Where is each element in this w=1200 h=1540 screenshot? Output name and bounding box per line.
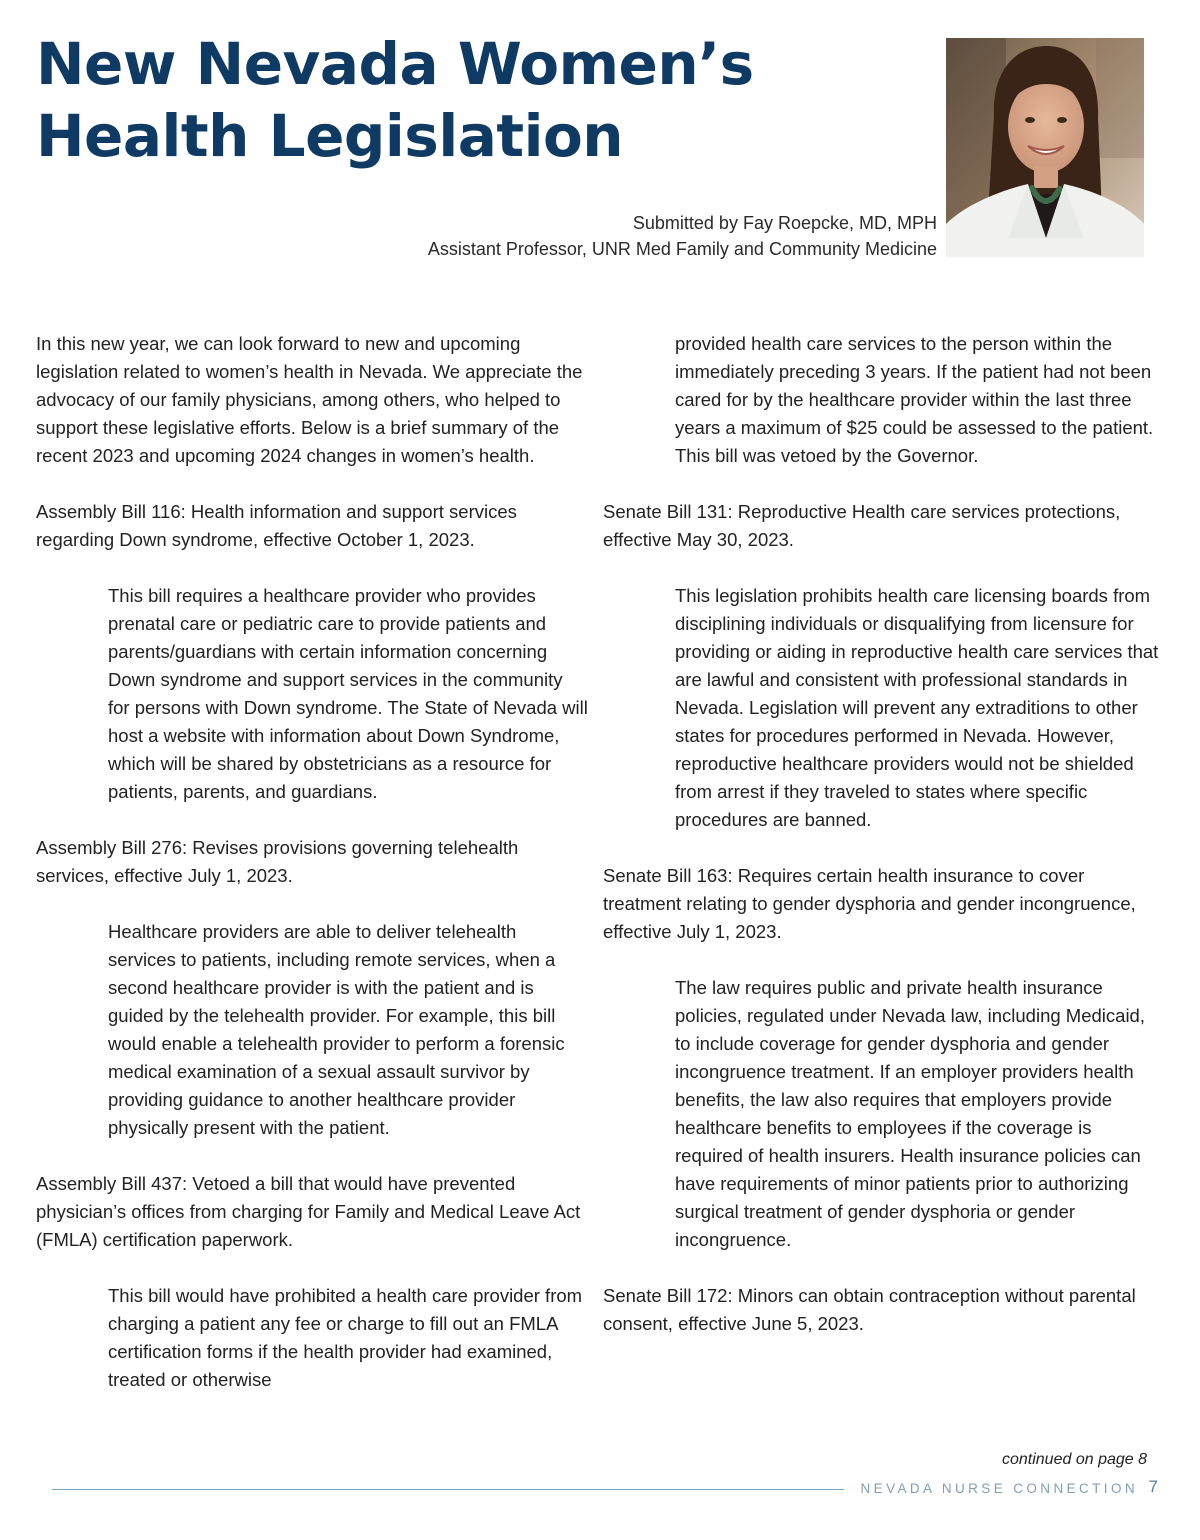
- bill-summary-ab276: Healthcare providers are able to deliver telehealth services to patients, including remote services, when a second healthcare provider is with the patient and is guided by the telehealth provider. For example, this bill would enable a telehealth provider to perform a forensic medical examination of a sexual assault survivor by providing guidance to another healthcare provider physically present with the patient.: [108, 921, 565, 1138]
- right-column: [603, 330, 1163, 1338]
- bill-summary-ab437-continued: provided health care services to the person within the immediately preceding 3 years. If the patient had not been cared for by the healthcare provider within the last three years a maximum of $25 could be assessed to the patient. This bill was vetoed by the Governor.: [675, 333, 1154, 466]
- bill-heading-sb172: Senate Bill 172: Minors can obtain contraception without parental consent, effective June 5, 2023.: [603, 1285, 1136, 1334]
- bill-heading-ab437: Assembly Bill 437: Vetoed a bill that would have prevented physician’s offices from charging for Family and Medical Leave Act (FMLA) certification paperwork.: [36, 1173, 581, 1250]
- author-photo: [946, 38, 1144, 257]
- intro-paragraph: In this new year, we can look forward to new and upcoming legislation related to women’s health in Nevada. We appreciate the advocacy of our family physicians, among others, who helped to support these legislative efforts. Below is a brief summary of the recent 2023 and upcoming 2024 changes in women’s health.: [36, 333, 583, 466]
- article-title: [36, 28, 754, 172]
- bill-summary-ab437: This bill would have prohibited a health care provider from charging a patient any fee or charge to fill out an FMLA certification forms if the health provider had examined, treated or otherwise: [108, 1285, 583, 1390]
- bill-heading-ab276: Assembly Bill 276: Revises provisions governing telehealth services, effective July 1, 2023.: [36, 837, 519, 886]
- author-title: Assistant Professor, UNR Med Family and Community Medicine: [427, 239, 937, 259]
- bill-heading-ab116: Assembly Bill 116: Health information and support services regarding Down syndrome, effective October 1, 2023.: [36, 501, 517, 550]
- page-number: 7: [1148, 1477, 1158, 1496]
- publication-name: NEVADA NURSE CONNECTION: [860, 1481, 1138, 1496]
- author-name: Submitted by Fay Roepcke, MD, MPH: [632, 213, 937, 233]
- bill-heading-sb131: Senate Bill 131: Reproductive Health care services protections, effective May 30, 2023.: [603, 501, 1121, 550]
- left-column: [36, 330, 588, 1394]
- continued-note: continued on page 8: [1001, 1451, 1147, 1468]
- footer-divider: [52, 1489, 844, 1490]
- bill-summary-ab116: This bill requires a healthcare provider who provides prenatal care or pediatric care to provide patients and parents/guardians with certain information concerning Down syndrome and support services in the community for persons with Down syndrome. The State of Nevada will host a website with information about Down Syndrome, which will be shared by obstetricians as a resource for patients, parents, and guardians.: [108, 585, 588, 802]
- bill-summary-sb131: This legislation prohibits health care licensing boards from disciplining individuals or disqualifying from licensure for providing or aiding in reproductive health care services that are lawful and consistent with professional standards in Nevada. Legislation will prevent any extraditions to other states for procedures performed in Nevada. However, reproductive healthcare providers would not be shielded from arrest if they traveled to states where specific procedures are banned.: [675, 585, 1159, 830]
- author-byline: [428, 210, 937, 262]
- article-title-line2: Health Legislation: [36, 102, 624, 170]
- bill-summary-sb163: The law requires public and private health insurance policies, regulated under Nevada law, including Medicaid, to include coverage for gender dysphoria and gender incongruence treatment. If an employer providers health benefits, the law also requires that employers provide healthcare benefits to employees if the coverage is required of health insurers. Health insurance policies can have requirements of minor patients prior to authorizing surgical treatment of gender dysphoria or gender incongruence.: [675, 977, 1145, 1250]
- bill-heading-sb163: Senate Bill 163: Requires certain health insurance to cover treatment relating to gender dysphoria and gender incongruence, effective July 1, 2023.: [603, 865, 1136, 942]
- article-title-line1: New Nevada Women’s: [36, 30, 754, 98]
